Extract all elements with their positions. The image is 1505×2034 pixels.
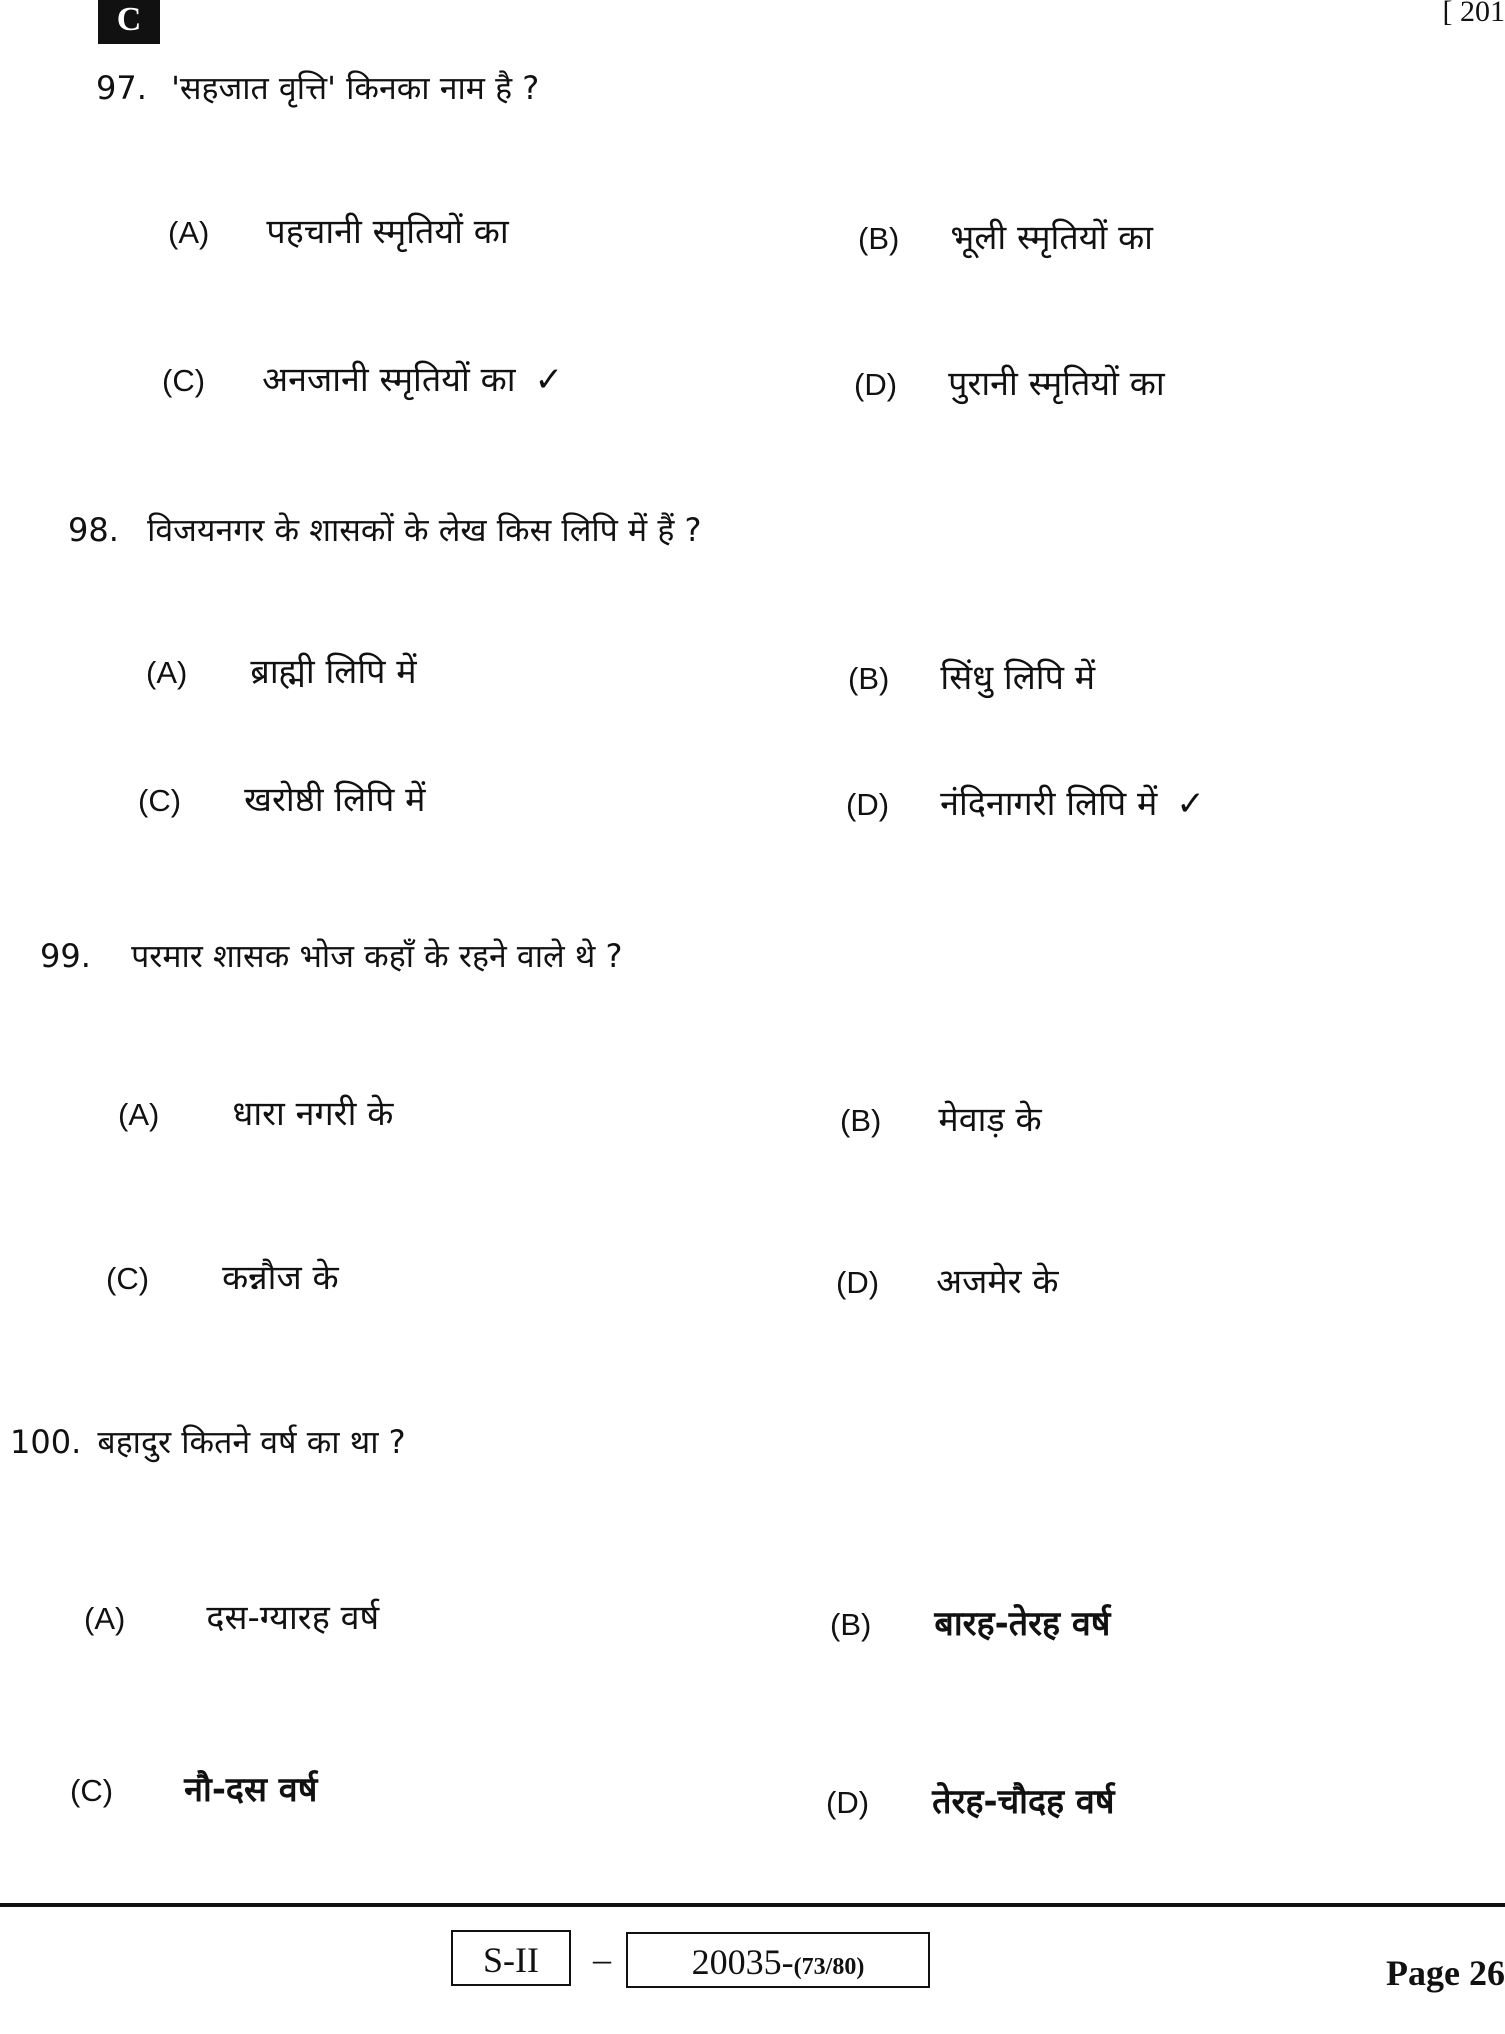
option-label: (A) [146,655,188,690]
option-98-c[interactable] [138,780,425,821]
corner-page-fragment: [ 201 [1442,0,1505,28]
option-label: (D) [836,1265,880,1300]
series-code-box [451,1930,571,1986]
option-text: बारह-तेरह वर्ष [934,1604,1111,1644]
option-98-d[interactable] [846,784,1205,825]
option-text: धारा नगरी के [232,1094,394,1134]
question-text: विजयनगर के शासकों के लेख किस लिपि में हैं ? [147,511,702,549]
check-mark-icon: ✓ [1176,784,1205,824]
option-label: (A) [168,215,210,250]
option-100-c[interactable] [70,1770,317,1811]
question-98 [68,510,701,550]
option-97-a[interactable] [168,212,509,253]
option-text: दस-ग्यारह वर्ष [206,1598,380,1638]
question-number: 97. [96,69,147,107]
option-98-a[interactable] [146,652,417,693]
question-text: बहादुर कितने वर्ष का था ? [97,1423,406,1461]
option-label: (B) [840,1103,882,1138]
check-mark-icon: ✓ [534,360,564,400]
option-text: नौ-दस वर्ष [184,1770,318,1810]
option-text: पुरानी स्मृतियों का [948,364,1165,404]
option-label: (C) [106,1261,150,1296]
option-label: (D) [846,787,890,822]
question-99 [40,936,622,976]
option-label: (A) [84,1601,126,1636]
option-label: (B) [858,221,900,256]
option-97-b[interactable] [858,218,1153,259]
option-label: (A) [118,1097,160,1132]
option-text: सिंधु लिपि में [940,658,1096,698]
question-number: 99. [40,937,91,975]
option-100-d[interactable] [826,1782,1115,1823]
option-99-d[interactable] [836,1262,1059,1303]
option-text: पहचानी स्मृतियों का [266,212,509,252]
option-100-b[interactable] [830,1604,1110,1645]
question-number: 98. [68,511,119,549]
option-text: नंदिनागरी लिपि में [940,784,1158,824]
set-code-badge: C [98,0,160,44]
option-text: खरोष्ठी लिपि में [244,780,426,820]
option-text: अजमेर के [936,1262,1059,1302]
option-label: (C) [70,1773,114,1808]
question-100 [10,1422,406,1462]
option-97-c[interactable] [162,360,563,401]
option-label: (B) [848,661,890,696]
paper-code-suffix: (73/80) [793,1954,865,1980]
option-text: ब्राह्मी लिपि में [250,652,417,692]
question-97 [96,68,539,108]
question-text: 'सहजात वृत्ति' किनका नाम है ? [171,69,540,107]
option-99-a[interactable] [118,1094,393,1135]
option-label: (D) [854,367,898,402]
option-label: (C) [138,783,182,818]
option-99-b[interactable] [840,1100,1042,1141]
footer-dash: – [593,1939,611,1979]
option-text: मेवाड़ के [938,1100,1042,1140]
option-text: तेरह-चौदह वर्ष [932,1782,1115,1822]
option-98-b[interactable] [848,658,1095,699]
paper-code: 20035- [691,1942,794,1982]
option-label: (D) [826,1785,870,1820]
footer-divider [0,1903,1505,1907]
option-100-a[interactable] [84,1598,379,1639]
option-99-c[interactable] [106,1258,339,1299]
series-code: S-II [483,1940,539,1980]
page-number: Page 26 [1386,1953,1505,1993]
question-text: परमार शासक भोज कहाँ के रहने वाले थे ? [131,937,623,975]
option-text: अनजानी स्मृतियों का [262,360,516,400]
option-label: (C) [162,363,206,398]
option-text: भूली स्मृतियों का [950,218,1153,258]
option-97-d[interactable] [854,364,1165,405]
option-label: (B) [830,1607,872,1642]
question-number: 100. [10,1423,82,1461]
paper-code-box [626,1932,930,1988]
option-text: कन्नौज के [222,1258,339,1298]
